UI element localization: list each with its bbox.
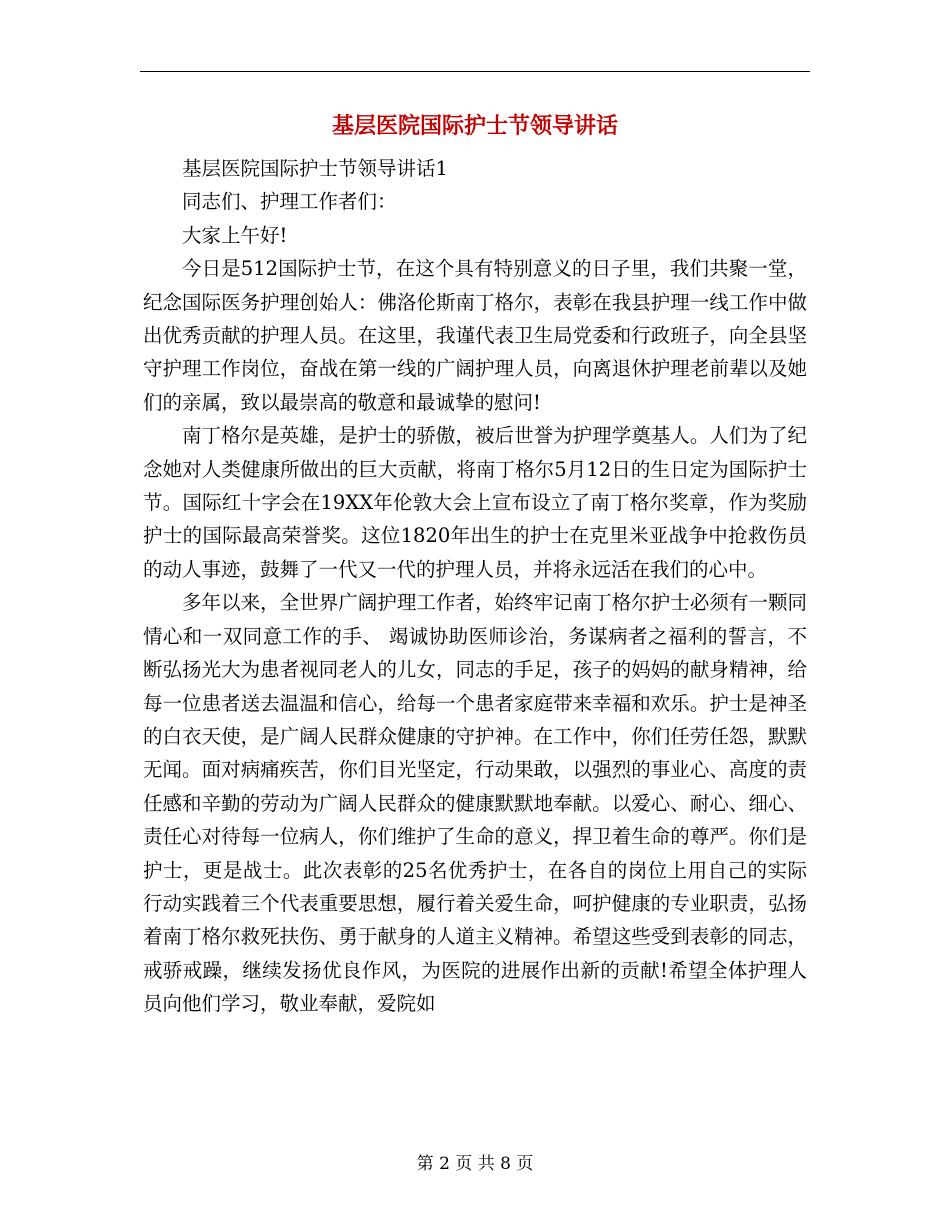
page-footer: 第 2 页 共 8 页 — [416, 1154, 534, 1174]
document-subtitle: 基层医院国际护士节领导讲话1 — [182, 157, 448, 180]
header-rule — [140, 71, 810, 72]
document-body — [143, 152, 807, 1021]
paragraph: 今日是512国际护士节，在这个具有特别意义的日子里，我们共聚一堂，纪念国际医务护理创始人：佛洛伦斯南丁格尔，表彰在我县护理一线工作中做出优秀贡献的护理人员。在这里，我谨代表卫生局党委和行政班子，向全县坚守护理工作岗位，奋战在第一线的广阔护理人员，向离退休护理老前辈以及她们的亲属，致以最崇高的敬意和最诚挚的慰问! — [143, 257, 807, 414]
paragraph: 多年以来，全世界广阔护理工作者，始终牢记南丁格尔护士必须有一颗同情心和一双同意工作的手、 竭诚协助医师诊治，务谋病者之福利的誓言，不断弘扬光大为患者视同老人的儿女，同志的手足，孩子的妈妈的献身精神，给每一位患者送去温温和信心，给每一个患者家庭带来幸福和欢乐。护士是神圣的白衣天使，是广阔人民群众健康的守护神。在工作中，你们任劳任怨，默默无闻。面对病痛疾苦，你们目光坚定，行动果敢，以强烈的事业心、高度的责任感和辛勤的劳动为广阔人民群众的健康默默地奉献。以爱心、耐心、细心、责任心对待每一位病人，你们维护了生命的意义，捍卫着生命的尊严。你们是护士，更是战士。此次表彰的25名优秀护士，在各自的岗位上用自己的实际行动实践着三个代表重要思想，履行着关爱生命，呵护健康的专业职责，弘扬着南丁格尔救死扶伤、勇于献身的人道主义精神。希望这些受到表彰的同志，戒骄戒躁，继续发扬优良作风，为医院的进展作出新的贡献!希望全体护理人员向他们学习，敬业奉献，爱院如 — [143, 591, 807, 1016]
greeting: 大家上午好! — [182, 223, 288, 247]
salutation: 同志们、护理工作者们： — [182, 190, 397, 214]
document-title: 基层医院国际护士节领导讲话 — [331, 113, 618, 139]
paragraph: 南丁格尔是英雄，是护士的骄傲，被后世誉为护理学奠基人。人们为了纪念她对人类健康所做出的巨大贡献，将南丁格尔5月12日的生日定为国际护士节。国际红十字会在19XX年伦敦大会上宣布设立了南丁格尔奖章，作为奖励护士的国际最高荣誉奖。这位1820年出生的护士在克里米亚战争中抢救伤员的动人事迹，鼓舞了一代又一代的护理人员，并将永远活在我们的心中。 — [143, 424, 807, 581]
